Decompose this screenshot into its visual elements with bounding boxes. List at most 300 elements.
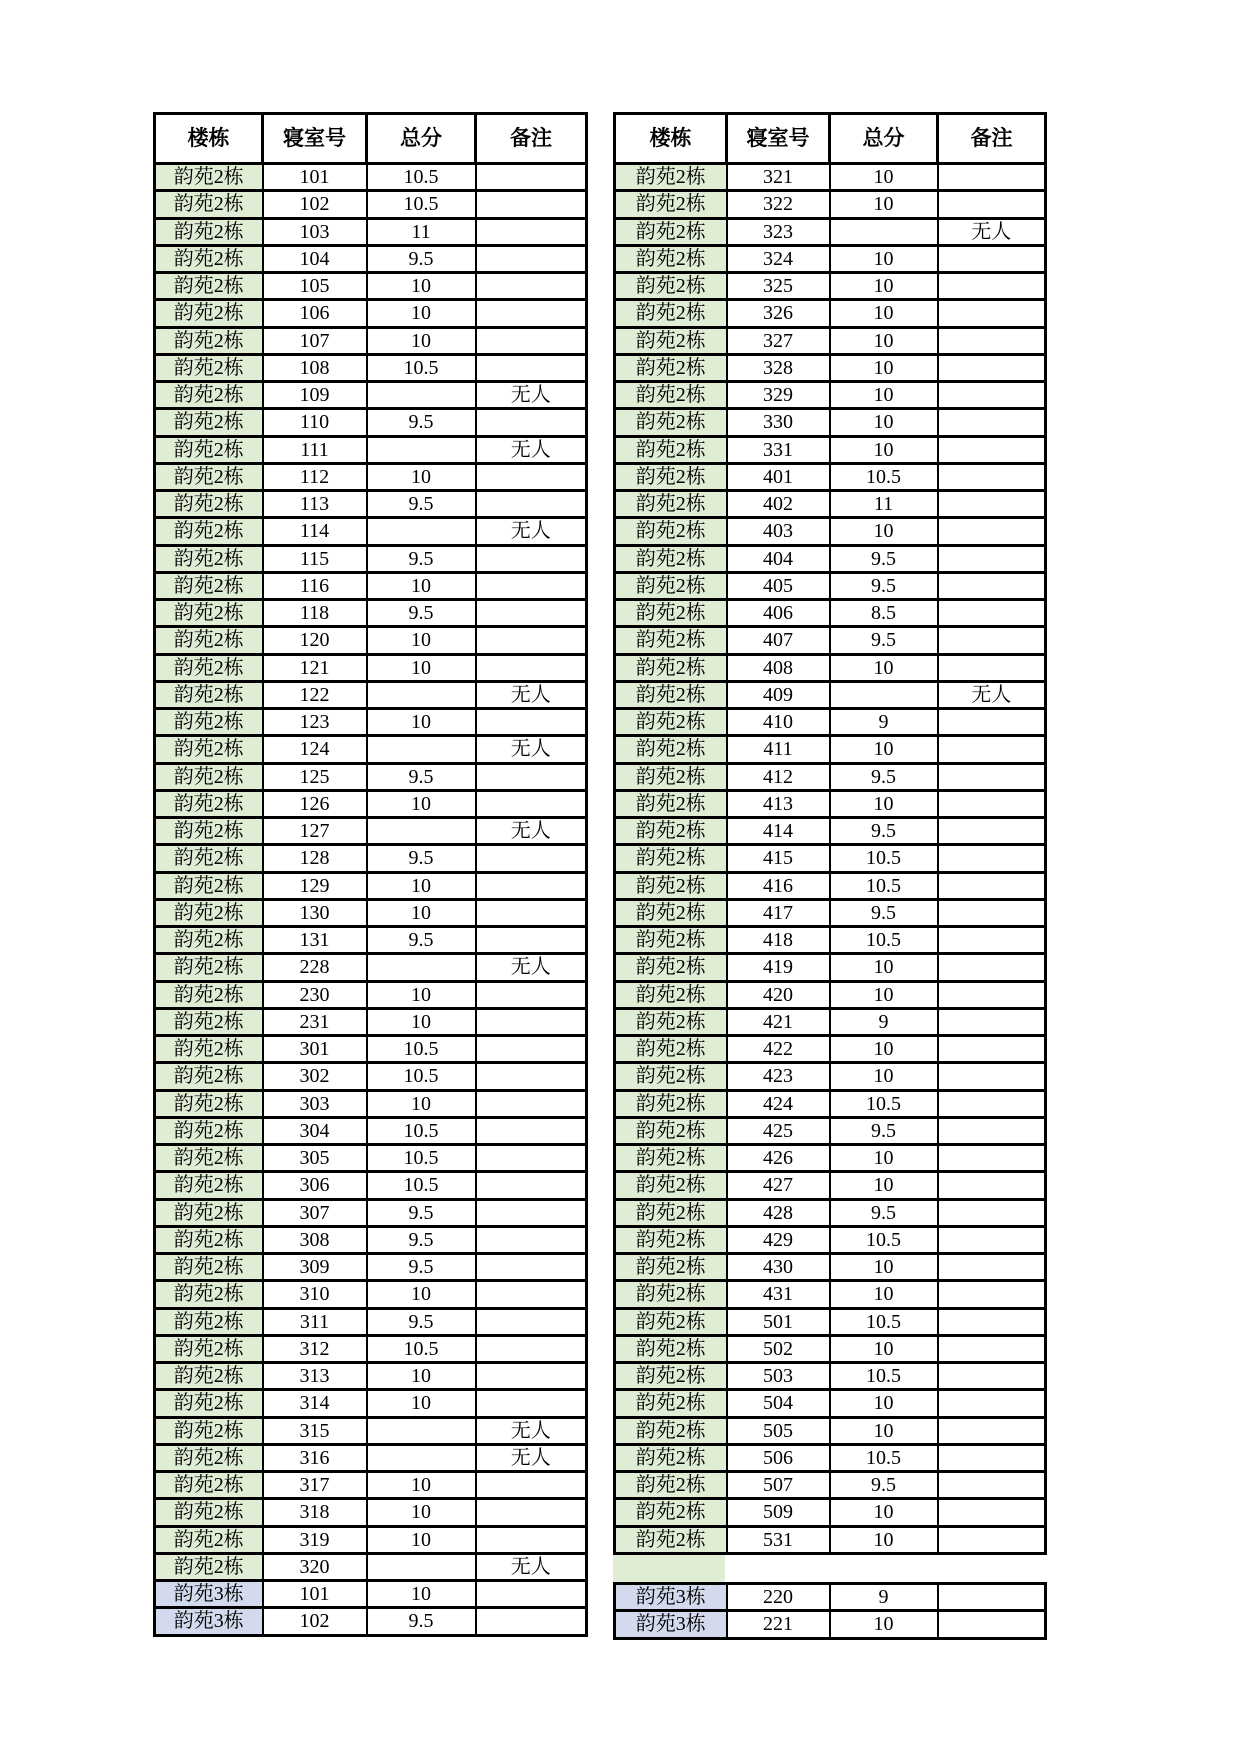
building-cell: 韵苑2栋 [615, 709, 727, 736]
building-cell: 韵苑2栋 [155, 491, 263, 518]
table-row [615, 354, 1046, 381]
room-cell: 430 [727, 1254, 830, 1281]
room-cell: 323 [727, 218, 830, 245]
note-cell [938, 954, 1046, 981]
table-row [155, 1390, 587, 1417]
score-cell [830, 681, 938, 708]
room-cell: 315 [263, 1417, 367, 1444]
score-cell [367, 382, 476, 409]
score-cell [367, 1444, 476, 1471]
score-cell: 9.5 [367, 1254, 476, 1281]
building-cell: 韵苑2栋 [155, 1254, 263, 1281]
room-cell: 318 [263, 1499, 367, 1526]
note-cell [938, 1584, 1046, 1611]
note-cell [938, 709, 1046, 736]
column-header-score: 总分 [367, 114, 476, 164]
room-cell: 116 [263, 572, 367, 599]
score-cell: 9.5 [830, 899, 938, 926]
score-cell [367, 436, 476, 463]
table-row [615, 218, 1046, 245]
building-cell: 韵苑2栋 [155, 1444, 263, 1471]
table-row [615, 1199, 1046, 1226]
building-cell: 韵苑2栋 [615, 436, 727, 463]
building-cell: 韵苑2栋 [155, 1090, 263, 1117]
building-cell: 韵苑2栋 [615, 1417, 727, 1444]
building-cell: 韵苑2栋 [155, 436, 263, 463]
building-cell: 韵苑2栋 [615, 545, 727, 572]
score-cell: 10 [830, 1172, 938, 1199]
room-cell: 319 [263, 1526, 367, 1553]
table-row [615, 164, 1046, 191]
note-cell [938, 1254, 1046, 1281]
room-cell: 403 [727, 518, 830, 545]
table-row [155, 1553, 587, 1580]
score-cell [830, 218, 938, 245]
room-cell: 531 [727, 1526, 830, 1553]
room-cell: 124 [263, 736, 367, 763]
room-cell: 104 [263, 245, 367, 272]
table-row [155, 572, 587, 599]
table-row [615, 1363, 1046, 1390]
table-row [155, 1090, 587, 1117]
room-cell: 413 [727, 790, 830, 817]
score-cell: 10 [367, 1499, 476, 1526]
building-cell: 韵苑2栋 [155, 818, 263, 845]
table-row [615, 790, 1046, 817]
room-cell: 321 [727, 164, 830, 191]
note-cell [938, 164, 1046, 191]
score-cell: 10 [367, 463, 476, 490]
note-cell [938, 300, 1046, 327]
building-cell: 韵苑2栋 [615, 681, 727, 708]
room-cell: 304 [263, 1117, 367, 1144]
building-cell: 韵苑2栋 [615, 409, 727, 436]
table-row [155, 463, 587, 490]
room-cell: 408 [727, 654, 830, 681]
table-row [615, 436, 1046, 463]
table-row [155, 1172, 587, 1199]
table-row [615, 1281, 1046, 1308]
building-cell: 韵苑2栋 [615, 627, 727, 654]
score-cell: 11 [367, 218, 476, 245]
building-cell: 韵苑2栋 [615, 1199, 727, 1226]
room-cell: 411 [727, 736, 830, 763]
table-row [155, 1308, 587, 1335]
score-cell: 10 [367, 709, 476, 736]
room-cell: 121 [263, 654, 367, 681]
column-header-room: 寝室号 [727, 114, 830, 164]
table-row [615, 191, 1046, 218]
table-row [155, 654, 587, 681]
room-cell: 425 [727, 1117, 830, 1144]
building-cell: 韵苑2栋 [155, 1117, 263, 1144]
table-row [155, 763, 587, 790]
note-cell [476, 1172, 587, 1199]
room-cell: 113 [263, 491, 367, 518]
score-cell: 10 [830, 245, 938, 272]
room-cell: 309 [263, 1254, 367, 1281]
score-cell: 10.5 [830, 845, 938, 872]
table-row [155, 1063, 587, 1090]
note-cell [476, 1390, 587, 1417]
right-score-table [613, 112, 1047, 1555]
building-cell: 韵苑2栋 [155, 1308, 263, 1335]
note-cell [938, 1472, 1046, 1499]
room-cell: 109 [263, 382, 367, 409]
room-cell: 126 [263, 790, 367, 817]
score-cell: 10 [830, 654, 938, 681]
room-cell: 311 [263, 1308, 367, 1335]
table-row [615, 518, 1046, 545]
room-cell: 230 [263, 981, 367, 1008]
note-cell: 无人 [938, 681, 1046, 708]
room-cell: 420 [727, 981, 830, 1008]
building-cell: 韵苑2栋 [615, 1117, 727, 1144]
table-row [155, 300, 587, 327]
building-cell: 韵苑2栋 [615, 872, 727, 899]
building-cell: 韵苑2栋 [615, 654, 727, 681]
building-cell: 韵苑2栋 [155, 354, 263, 381]
note-cell [476, 927, 587, 954]
note-cell [476, 1145, 587, 1172]
table-row [615, 681, 1046, 708]
note-cell [938, 845, 1046, 872]
table-row [155, 1335, 587, 1362]
room-cell: 101 [263, 164, 367, 191]
room-cell: 317 [263, 1472, 367, 1499]
room-cell: 130 [263, 899, 367, 926]
note-cell [938, 1281, 1046, 1308]
score-cell: 10.5 [367, 1145, 476, 1172]
table-row [615, 1226, 1046, 1253]
note-cell [476, 872, 587, 899]
note-cell [476, 164, 587, 191]
score-cell: 10.5 [367, 354, 476, 381]
building-cell: 韵苑2栋 [155, 1472, 263, 1499]
note-cell [938, 1199, 1046, 1226]
left-score-table [153, 112, 588, 1637]
note-cell [938, 1499, 1046, 1526]
room-cell: 409 [727, 681, 830, 708]
building-cell: 韵苑2栋 [615, 463, 727, 490]
room-cell: 416 [727, 872, 830, 899]
score-cell: 10.5 [367, 1172, 476, 1199]
room-cell: 422 [727, 1036, 830, 1063]
room-cell: 123 [263, 709, 367, 736]
note-cell [476, 1308, 587, 1335]
note-cell [938, 1611, 1046, 1638]
note-cell [476, 327, 587, 354]
table-row [155, 1281, 587, 1308]
room-cell: 415 [727, 845, 830, 872]
building-cell: 韵苑2栋 [155, 927, 263, 954]
building-cell: 韵苑2栋 [155, 1226, 263, 1253]
table-row [615, 654, 1046, 681]
note-cell [938, 763, 1046, 790]
building-cell: 韵苑2栋 [615, 899, 727, 926]
table-row [155, 436, 587, 463]
building-cell: 韵苑2栋 [615, 1526, 727, 1553]
building-cell: 韵苑2栋 [155, 981, 263, 1008]
room-cell: 427 [727, 1172, 830, 1199]
note-cell: 无人 [476, 436, 587, 463]
note-cell: 无人 [938, 218, 1046, 245]
building-cell: 韵苑2栋 [155, 954, 263, 981]
room-cell: 421 [727, 1008, 830, 1035]
room-cell: 501 [727, 1308, 830, 1335]
table-row [615, 627, 1046, 654]
note-cell: 无人 [476, 1444, 587, 1471]
note-cell [476, 1117, 587, 1144]
building-cell: 韵苑2栋 [155, 409, 263, 436]
table-row [615, 1611, 1046, 1638]
room-cell: 404 [727, 545, 830, 572]
score-cell: 9.5 [367, 763, 476, 790]
score-cell: 9 [830, 1584, 938, 1611]
building-cell: 韵苑2栋 [155, 245, 263, 272]
note-cell [938, 436, 1046, 463]
table-row [615, 736, 1046, 763]
table-row [615, 463, 1046, 490]
note-cell [938, 245, 1046, 272]
note-cell [938, 354, 1046, 381]
building-cell: 韵苑2栋 [615, 218, 727, 245]
note-cell [938, 463, 1046, 490]
building-cell: 韵苑2栋 [615, 1281, 727, 1308]
note-cell [476, 218, 587, 245]
table-row [155, 600, 587, 627]
note-cell [938, 1526, 1046, 1553]
room-cell: 313 [263, 1363, 367, 1390]
note-cell [476, 709, 587, 736]
score-cell: 10 [367, 872, 476, 899]
score-cell: 9.5 [367, 491, 476, 518]
score-cell: 10 [830, 1499, 938, 1526]
table-row [155, 818, 587, 845]
score-cell: 10.5 [367, 1117, 476, 1144]
room-cell: 308 [263, 1226, 367, 1253]
room-cell: 326 [727, 300, 830, 327]
building-cell: 韵苑2栋 [155, 845, 263, 872]
building-cell: 韵苑2栋 [155, 627, 263, 654]
note-cell [476, 463, 587, 490]
table-row [615, 1008, 1046, 1035]
score-cell: 8.5 [830, 600, 938, 627]
score-cell: 10.5 [367, 191, 476, 218]
column-header-building: 楼栋 [155, 114, 263, 164]
note-cell: 无人 [476, 1417, 587, 1444]
room-cell: 310 [263, 1281, 367, 1308]
table-row [155, 545, 587, 572]
building-cell: 韵苑2栋 [155, 300, 263, 327]
table-row [615, 899, 1046, 926]
table-row [155, 1117, 587, 1144]
room-cell: 507 [727, 1472, 830, 1499]
table-row [615, 491, 1046, 518]
note-cell [938, 818, 1046, 845]
table-row [155, 845, 587, 872]
table-row [155, 681, 587, 708]
room-cell: 505 [727, 1417, 830, 1444]
right-extra-score-table [613, 1582, 1047, 1640]
room-cell: 231 [263, 1008, 367, 1035]
table-row [615, 1526, 1046, 1553]
note-cell [476, 1090, 587, 1117]
note-cell: 无人 [476, 518, 587, 545]
note-cell [938, 491, 1046, 518]
table-row [155, 164, 587, 191]
score-cell [367, 681, 476, 708]
room-cell: 502 [727, 1335, 830, 1362]
column-header-note: 备注 [938, 114, 1046, 164]
column-header-building: 楼栋 [615, 114, 727, 164]
building-cell: 韵苑2栋 [615, 164, 727, 191]
note-cell [476, 191, 587, 218]
room-cell: 111 [263, 436, 367, 463]
room-cell: 426 [727, 1145, 830, 1172]
building-cell: 韵苑2栋 [615, 1335, 727, 1362]
note-cell [476, 1226, 587, 1253]
score-cell: 10 [830, 1063, 938, 1090]
score-cell: 9 [830, 1008, 938, 1035]
table-row [155, 1608, 587, 1635]
note-cell [938, 1090, 1046, 1117]
room-cell: 305 [263, 1145, 367, 1172]
note-cell [938, 736, 1046, 763]
note-cell [938, 600, 1046, 627]
score-cell: 10 [830, 1526, 938, 1553]
building-cell: 韵苑2栋 [155, 518, 263, 545]
table-row [155, 245, 587, 272]
score-cell: 9.5 [830, 1117, 938, 1144]
note-cell [476, 1608, 587, 1635]
note-cell [938, 654, 1046, 681]
score-cell: 10 [830, 1390, 938, 1417]
room-cell: 103 [263, 218, 367, 245]
table-row [155, 872, 587, 899]
note-cell [938, 1444, 1046, 1471]
leftover-fill-cell [613, 1555, 725, 1582]
table-row [615, 1063, 1046, 1090]
score-cell: 10 [830, 954, 938, 981]
building-cell: 韵苑2栋 [615, 491, 727, 518]
score-cell: 10 [830, 436, 938, 463]
table-row [155, 1036, 587, 1063]
room-cell: 303 [263, 1090, 367, 1117]
table-row [615, 1090, 1046, 1117]
score-cell: 10 [830, 736, 938, 763]
building-cell: 韵苑2栋 [155, 1063, 263, 1090]
building-cell: 韵苑2栋 [615, 1008, 727, 1035]
room-cell: 417 [727, 899, 830, 926]
building-cell: 韵苑2栋 [155, 1390, 263, 1417]
note-cell [938, 518, 1046, 545]
note-cell [476, 1008, 587, 1035]
note-cell: 无人 [476, 818, 587, 845]
room-cell: 504 [727, 1390, 830, 1417]
building-cell: 韵苑2栋 [615, 954, 727, 981]
score-cell [367, 1553, 476, 1580]
building-cell: 韵苑2栋 [155, 709, 263, 736]
column-header-room: 寝室号 [263, 114, 367, 164]
room-cell: 129 [263, 872, 367, 899]
score-cell [367, 518, 476, 545]
room-cell: 301 [263, 1036, 367, 1063]
score-cell: 10.5 [830, 1090, 938, 1117]
room-cell: 429 [727, 1226, 830, 1253]
building-cell: 韵苑2栋 [155, 327, 263, 354]
building-cell: 韵苑2栋 [155, 1199, 263, 1226]
note-cell [476, 981, 587, 1008]
score-cell: 10 [367, 273, 476, 300]
score-cell: 10.5 [830, 872, 938, 899]
building-cell: 韵苑2栋 [615, 382, 727, 409]
room-cell: 316 [263, 1444, 367, 1471]
note-cell: 无人 [476, 681, 587, 708]
room-cell: 125 [263, 763, 367, 790]
note-cell: 无人 [476, 954, 587, 981]
building-cell: 韵苑2栋 [155, 736, 263, 763]
score-cell: 10 [830, 1611, 938, 1638]
room-cell: 322 [727, 191, 830, 218]
building-cell: 韵苑2栋 [155, 790, 263, 817]
table-row [155, 191, 587, 218]
table-row [155, 627, 587, 654]
table-row [615, 954, 1046, 981]
score-cell: 10.5 [830, 927, 938, 954]
room-cell: 406 [727, 600, 830, 627]
table-row [615, 872, 1046, 899]
note-cell [938, 627, 1046, 654]
score-cell: 9.5 [367, 1226, 476, 1253]
score-cell: 10 [830, 327, 938, 354]
score-cell: 10 [830, 1254, 938, 1281]
score-cell: 10 [830, 354, 938, 381]
building-cell: 韵苑2栋 [615, 245, 727, 272]
note-cell [476, 790, 587, 817]
note-cell [476, 1581, 587, 1608]
note-cell [476, 409, 587, 436]
building-cell: 韵苑2栋 [155, 273, 263, 300]
score-cell: 10 [830, 790, 938, 817]
note-cell [938, 1145, 1046, 1172]
score-cell: 11 [830, 491, 938, 518]
note-cell [476, 1063, 587, 1090]
score-cell: 10 [367, 627, 476, 654]
score-cell: 10 [367, 790, 476, 817]
building-cell: 韵苑2栋 [155, 1335, 263, 1362]
score-cell: 9.5 [830, 1472, 938, 1499]
score-cell: 9.5 [830, 545, 938, 572]
score-cell: 10.5 [830, 1363, 938, 1390]
building-cell: 韵苑2栋 [155, 1281, 263, 1308]
table-row [155, 1145, 587, 1172]
room-cell: 306 [263, 1172, 367, 1199]
score-cell [367, 954, 476, 981]
table-row [615, 1444, 1046, 1471]
score-cell: 9 [830, 709, 938, 736]
table-row [155, 899, 587, 926]
note-cell [938, 927, 1046, 954]
score-cell: 9.5 [367, 1608, 476, 1635]
score-cell: 10.5 [830, 1444, 938, 1471]
room-cell: 424 [727, 1090, 830, 1117]
building-cell: 韵苑2栋 [155, 1363, 263, 1390]
score-cell: 10 [367, 1363, 476, 1390]
score-cell: 9.5 [830, 627, 938, 654]
building-cell: 韵苑2栋 [615, 845, 727, 872]
table-row [615, 1308, 1046, 1335]
